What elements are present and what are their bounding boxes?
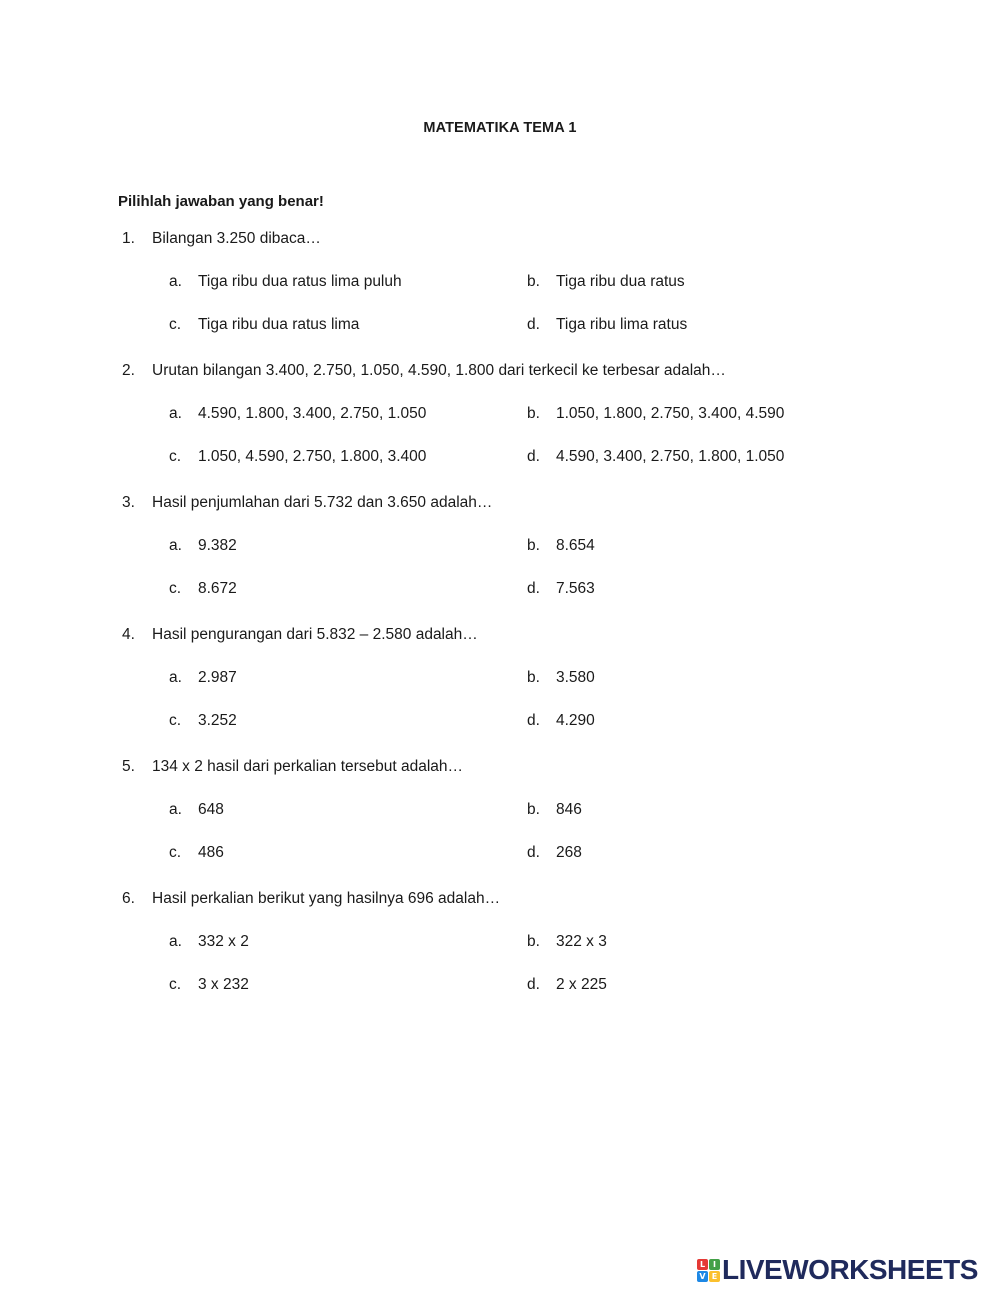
option-letter: c. bbox=[169, 580, 182, 597]
option-letter: a. bbox=[169, 933, 182, 950]
option-letter: c. bbox=[169, 448, 182, 465]
option-letter: b. bbox=[527, 537, 540, 554]
option-text: 8.672 bbox=[198, 580, 237, 597]
option-text: 648 bbox=[198, 801, 224, 818]
option-letter: d. bbox=[527, 712, 540, 729]
option-text: 1.050, 4.590, 2.750, 1.800, 3.400 bbox=[198, 448, 427, 465]
question-2 bbox=[0, 360, 1000, 492]
option-letter: a. bbox=[169, 537, 182, 554]
option-text: 486 bbox=[198, 844, 224, 861]
question-1 bbox=[0, 228, 1000, 360]
option-text: 7.563 bbox=[556, 580, 595, 597]
option-text: 1.050, 1.800, 2.750, 3.400, 4.590 bbox=[556, 405, 785, 422]
question-number: 5. bbox=[122, 758, 135, 775]
option-letter: d. bbox=[527, 580, 540, 597]
question-text: Urutan bilangan 3.400, 2.750, 1.050, 4.590, 1.800 dari terkecil ke terbesar adalah… bbox=[152, 362, 726, 379]
option-text: 2 x 225 bbox=[556, 976, 607, 993]
logo-block-e: E bbox=[709, 1271, 720, 1282]
option-text: 846 bbox=[556, 801, 582, 818]
question-number: 3. bbox=[122, 494, 135, 511]
option-letter: c. bbox=[169, 844, 182, 861]
option-text: 2.987 bbox=[198, 669, 237, 686]
question-text: Hasil pengurangan dari 5.832 – 2.580 adalah… bbox=[152, 626, 478, 643]
option-letter: a. bbox=[169, 669, 182, 686]
option-text: 4.590, 3.400, 2.750, 1.800, 1.050 bbox=[556, 448, 785, 465]
option-text: 268 bbox=[556, 844, 582, 861]
option-letter: b. bbox=[527, 273, 540, 290]
question-number: 1. bbox=[122, 230, 135, 247]
option-letter: d. bbox=[527, 316, 540, 333]
liveworksheets-logo bbox=[697, 1255, 978, 1285]
option-letter: d. bbox=[527, 448, 540, 465]
question-number: 6. bbox=[122, 890, 135, 907]
option-letter: d. bbox=[527, 844, 540, 861]
option-text: 3.252 bbox=[198, 712, 237, 729]
option-text: 9.382 bbox=[198, 537, 237, 554]
logo-text: LIVEWORKSHEETS bbox=[722, 1254, 978, 1285]
question-number: 2. bbox=[122, 362, 135, 379]
option-text: 3 x 232 bbox=[198, 976, 249, 993]
logo-block-l: L bbox=[697, 1259, 708, 1270]
option-letter: c. bbox=[169, 712, 182, 729]
option-text: 332 x 2 bbox=[198, 933, 249, 950]
instruction-text: Pilihlah jawaban yang benar! bbox=[118, 193, 324, 210]
option-letter: b. bbox=[527, 801, 540, 818]
option-letter: d. bbox=[527, 976, 540, 993]
option-letter: b. bbox=[527, 933, 540, 950]
question-4 bbox=[0, 624, 1000, 756]
question-text: Hasil penjumlahan dari 5.732 dan 3.650 adalah… bbox=[152, 494, 493, 511]
option-text: 322 x 3 bbox=[556, 933, 607, 950]
page-title: MATEMATIKA TEMA 1 bbox=[423, 120, 577, 136]
option-text: 8.654 bbox=[556, 537, 595, 554]
option-letter: b. bbox=[527, 405, 540, 422]
question-5 bbox=[0, 756, 1000, 888]
option-text: Tiga ribu dua ratus lima bbox=[198, 316, 360, 333]
question-number: 4. bbox=[122, 626, 135, 643]
question-6 bbox=[0, 888, 1000, 1020]
question-list bbox=[0, 228, 1000, 1020]
question-text: Bilangan 3.250 dibaca… bbox=[152, 230, 321, 247]
option-text: 4.290 bbox=[556, 712, 595, 729]
question-text: Hasil perkalian berikut yang hasilnya 696 adalah… bbox=[152, 890, 501, 907]
option-letter: b. bbox=[527, 669, 540, 686]
option-text: Tiga ribu dua ratus lima puluh bbox=[198, 273, 402, 290]
logo-block-v: V bbox=[697, 1271, 708, 1282]
option-letter: a. bbox=[169, 801, 182, 818]
option-letter: a. bbox=[169, 273, 182, 290]
logo-blocks-icon bbox=[697, 1259, 720, 1282]
option-letter: c. bbox=[169, 976, 182, 993]
option-text: Tiga ribu lima ratus bbox=[556, 316, 688, 333]
option-letter: c. bbox=[169, 316, 182, 333]
question-text: 134 x 2 hasil dari perkalian tersebut adalah… bbox=[152, 758, 464, 775]
option-text: 3.580 bbox=[556, 669, 595, 686]
question-3 bbox=[0, 492, 1000, 624]
option-letter: a. bbox=[169, 405, 182, 422]
option-text: Tiga ribu dua ratus bbox=[556, 273, 685, 290]
option-text: 4.590, 1.800, 3.400, 2.750, 1.050 bbox=[198, 405, 427, 422]
logo-block-i: I bbox=[709, 1259, 720, 1270]
